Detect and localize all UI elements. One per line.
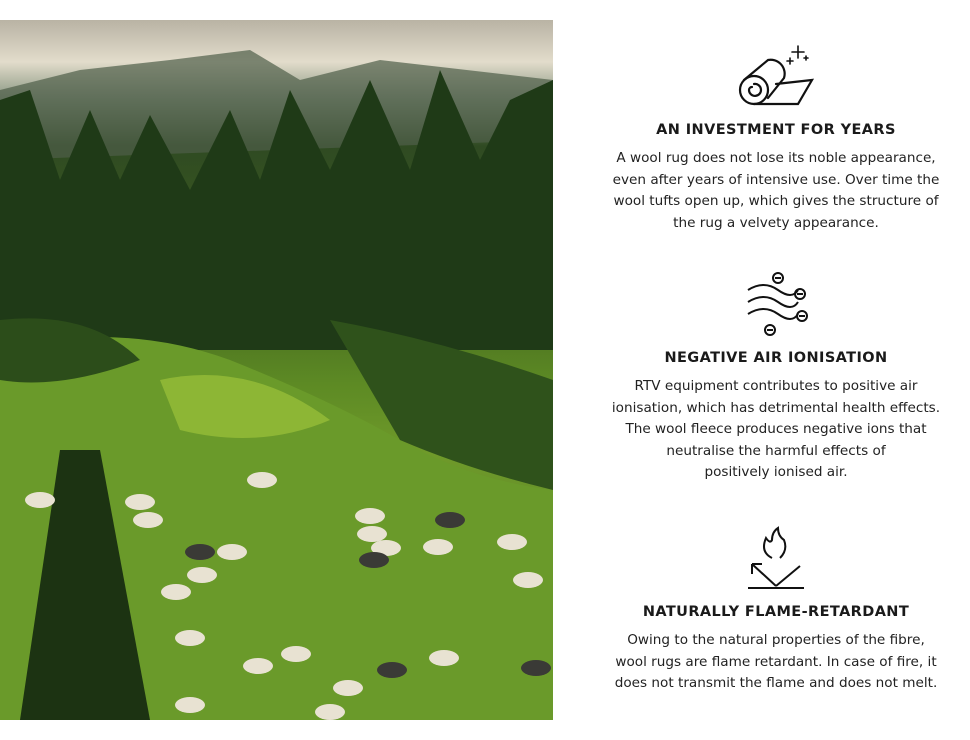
sheep — [175, 697, 205, 713]
sheep — [281, 646, 311, 662]
sheep — [359, 552, 389, 568]
sheep — [423, 539, 453, 555]
sheep — [125, 494, 155, 510]
feature-title: NATURALLY FLAME-RETARDANT — [642, 604, 910, 620]
sheep — [243, 658, 273, 674]
sheep — [133, 512, 163, 528]
sheep — [187, 567, 217, 583]
sheep — [513, 572, 543, 588]
feature-ionisation — [588, 270, 964, 484]
feature-description: Owing to the natural properties of the fibre, wool rugs are flame retardant. In case of fire, it does not transmit the flame and does not melt. — [614, 632, 938, 691]
feature-investment — [588, 42, 964, 234]
sheep — [521, 660, 551, 676]
sheep — [247, 472, 277, 488]
negative-ions-icon — [744, 270, 808, 338]
feature-description: RTV equipment contributes to positive air ionisation, which has detrimental health effects. The wool fleece produces negative ions that neutralise the harmful effects of positively ionised air. — [611, 378, 941, 480]
sheep — [25, 492, 55, 508]
sheep — [429, 650, 459, 666]
sheep — [175, 630, 205, 646]
feature-title: NEGATIVE AIR IONISATION — [664, 350, 888, 366]
flame-retardant-icon — [744, 524, 808, 592]
feature-title: AN INVESTMENT FOR YEARS — [656, 122, 896, 138]
sheep — [161, 584, 191, 600]
sheep — [333, 680, 363, 696]
meadow-sheep-photo — [0, 20, 553, 720]
feature-description: A wool rug does not lose its noble appearance, even after years of intensive use. Over time the wool tufts open up, which gives the structure of the rug a velvety appearance. — [612, 150, 940, 231]
sheep — [357, 526, 387, 542]
sheep — [217, 544, 247, 560]
sheep — [377, 662, 407, 678]
sheep — [435, 512, 465, 528]
feature-flame-retardant — [588, 524, 964, 695]
sheep — [355, 508, 385, 524]
rolled-rug-icon — [736, 42, 816, 110]
sheep — [497, 534, 527, 550]
sheep — [315, 704, 345, 720]
sheep — [185, 544, 215, 560]
